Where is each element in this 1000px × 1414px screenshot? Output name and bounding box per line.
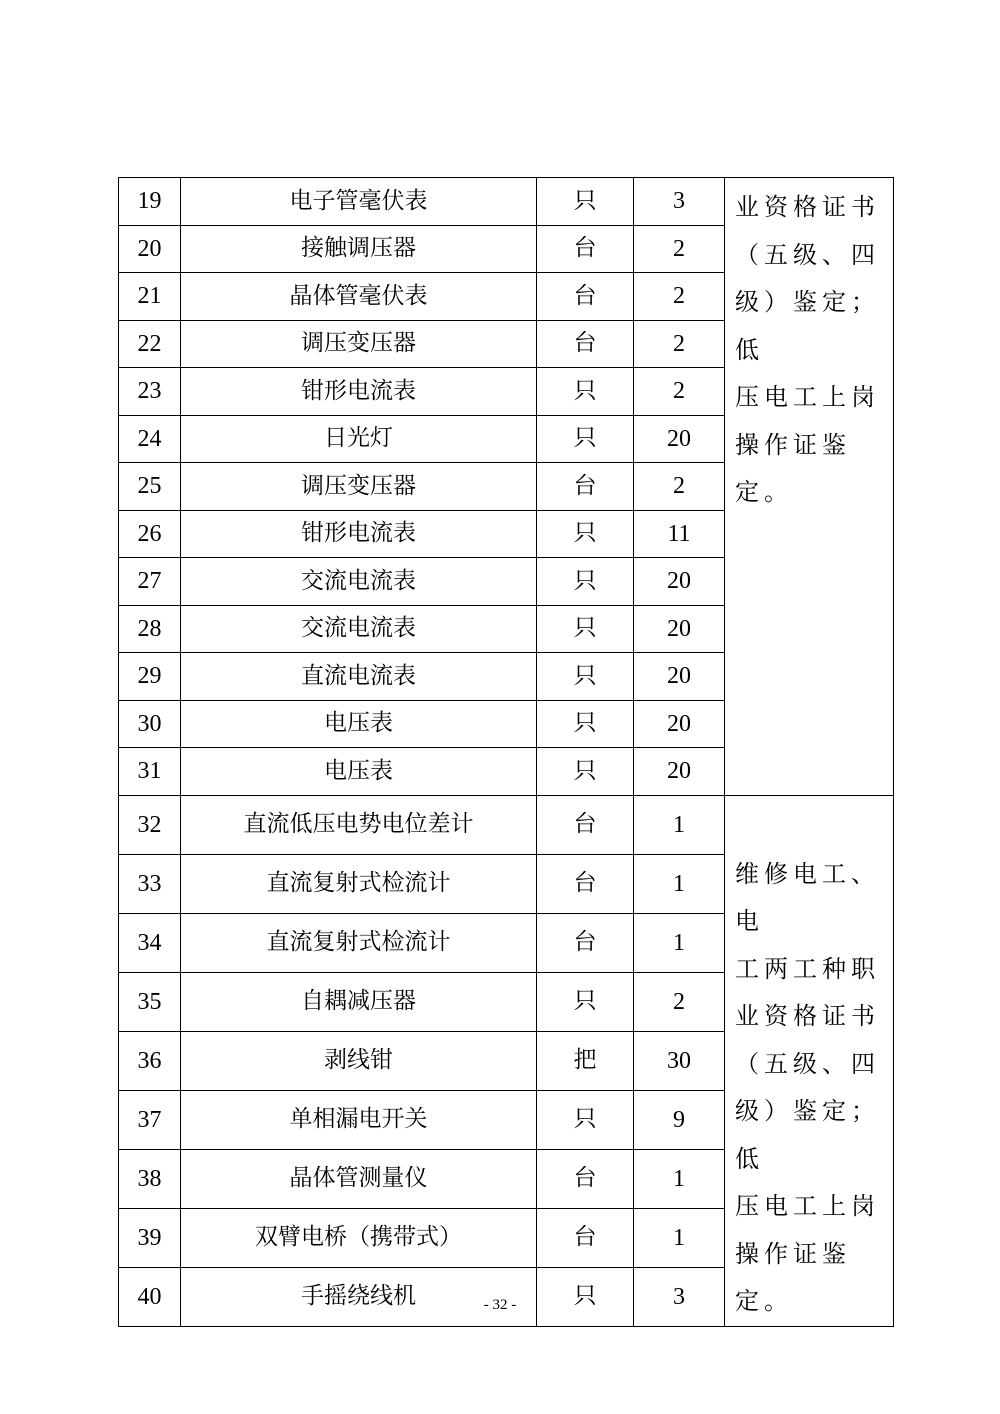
unit: 只 [537, 1267, 634, 1326]
remarks-line: 操作证鉴定。 [735, 1239, 851, 1315]
row-number: 33 [119, 854, 181, 913]
equipment-name: 调压变压器 [181, 320, 537, 368]
quantity: 30 [634, 1031, 725, 1090]
unit: 只 [537, 510, 634, 558]
remarks-line: 维修电工、电 [735, 859, 880, 935]
equipment-name: 手摇绕线机 [181, 1267, 537, 1326]
quantity: 1 [634, 795, 725, 854]
quantity: 20 [634, 415, 725, 463]
page-number: - 32 - [483, 1297, 517, 1313]
equipment-name: 晶体管测量仪 [181, 1149, 537, 1208]
quantity: 2 [634, 320, 725, 368]
row-number: 20 [119, 225, 181, 273]
row-number: 31 [119, 748, 181, 796]
row-number: 21 [119, 273, 181, 321]
unit: 只 [537, 972, 634, 1031]
quantity: 1 [634, 913, 725, 972]
quantity: 1 [634, 1208, 725, 1267]
remarks-line: （五级、四 [735, 240, 880, 269]
quantity: 20 [634, 748, 725, 796]
remarks-line: 业资格证书 [735, 1002, 880, 1030]
remarks-line: 工两工种职 [735, 954, 880, 983]
row-number: 27 [119, 558, 181, 606]
remarks-line: 级）鉴定；低 [735, 288, 880, 364]
quantity: 9 [634, 1090, 725, 1149]
row-number: 34 [119, 913, 181, 972]
equipment-table [118, 177, 894, 1327]
quantity: 2 [634, 463, 725, 511]
table-row [119, 795, 894, 854]
row-number: 37 [119, 1090, 181, 1149]
equipment-name: 电压表 [181, 748, 537, 796]
row-number: 19 [119, 178, 181, 226]
row-number: 26 [119, 510, 181, 558]
quantity: 2 [634, 368, 725, 416]
equipment-name: 直流低压电势电位差计 [181, 795, 537, 854]
equipment-name: 电子管毫伏表 [181, 178, 537, 226]
quantity: 20 [634, 605, 725, 653]
remarks-cell [725, 795, 894, 1326]
row-number: 30 [119, 700, 181, 748]
unit: 台 [537, 795, 634, 854]
remarks-line: （五级、四 [735, 1049, 880, 1078]
row-number: 25 [119, 463, 181, 511]
remarks-line: 压电工上岗 [735, 1192, 880, 1220]
equipment-name: 直流电流表 [181, 653, 537, 701]
unit: 只 [537, 605, 634, 653]
quantity: 2 [634, 225, 725, 273]
unit: 台 [537, 225, 634, 273]
row-number: 28 [119, 605, 181, 653]
row-number: 23 [119, 368, 181, 416]
equipment-name: 钳形电流表 [181, 368, 537, 416]
unit: 只 [537, 653, 634, 701]
equipment-name: 接触调压器 [181, 225, 537, 273]
equipment-name: 直流复射式检流计 [181, 913, 537, 972]
unit: 台 [537, 463, 634, 511]
unit: 只 [537, 1090, 634, 1149]
remarks-line: 业资格证书 [735, 193, 880, 221]
equipment-name: 单相漏电开关 [181, 1090, 537, 1149]
remarks-line: 操作证鉴定。 [735, 430, 851, 506]
quantity: 20 [634, 700, 725, 748]
table-row [119, 178, 894, 226]
unit: 只 [537, 748, 634, 796]
row-number: 38 [119, 1149, 181, 1208]
row-number: 35 [119, 972, 181, 1031]
row-number: 36 [119, 1031, 181, 1090]
quantity: 2 [634, 972, 725, 1031]
row-number: 22 [119, 320, 181, 368]
remarks-cell [725, 178, 894, 796]
unit: 只 [537, 700, 634, 748]
equipment-name: 调压变压器 [181, 463, 537, 511]
equipment-name: 日光灯 [181, 415, 537, 463]
row-number: 32 [119, 795, 181, 854]
equipment-name: 自耦减压器 [181, 972, 537, 1031]
quantity: 20 [634, 558, 725, 606]
quantity: 3 [634, 1267, 725, 1326]
row-number: 24 [119, 415, 181, 463]
quantity: 3 [634, 178, 725, 226]
unit: 台 [537, 273, 634, 321]
unit: 只 [537, 178, 634, 226]
row-number: 39 [119, 1208, 181, 1267]
quantity: 2 [634, 273, 725, 321]
equipment-name: 交流电流表 [181, 558, 537, 606]
equipment-name: 剥线钳 [181, 1031, 537, 1090]
remarks-line: 级）鉴定；低 [735, 1097, 880, 1173]
unit: 台 [537, 320, 634, 368]
unit: 台 [537, 1208, 634, 1267]
equipment-name: 交流电流表 [181, 605, 537, 653]
equipment-name: 钳形电流表 [181, 510, 537, 558]
unit: 只 [537, 558, 634, 606]
unit: 只 [537, 415, 634, 463]
equipment-name: 电压表 [181, 700, 537, 748]
unit: 把 [537, 1031, 634, 1090]
unit: 台 [537, 854, 634, 913]
quantity: 20 [634, 653, 725, 701]
quantity: 1 [634, 854, 725, 913]
equipment-name: 直流复射式检流计 [181, 854, 537, 913]
quantity: 11 [634, 510, 725, 558]
unit: 台 [537, 1149, 634, 1208]
unit: 只 [537, 368, 634, 416]
equipment-name: 双臂电桥（携带式） [181, 1208, 537, 1267]
row-number: 40 [119, 1267, 181, 1326]
equipment-name: 晶体管毫伏表 [181, 273, 537, 321]
quantity: 1 [634, 1149, 725, 1208]
row-number: 29 [119, 653, 181, 701]
unit: 台 [537, 913, 634, 972]
remarks-line: 压电工上岗 [735, 383, 880, 411]
